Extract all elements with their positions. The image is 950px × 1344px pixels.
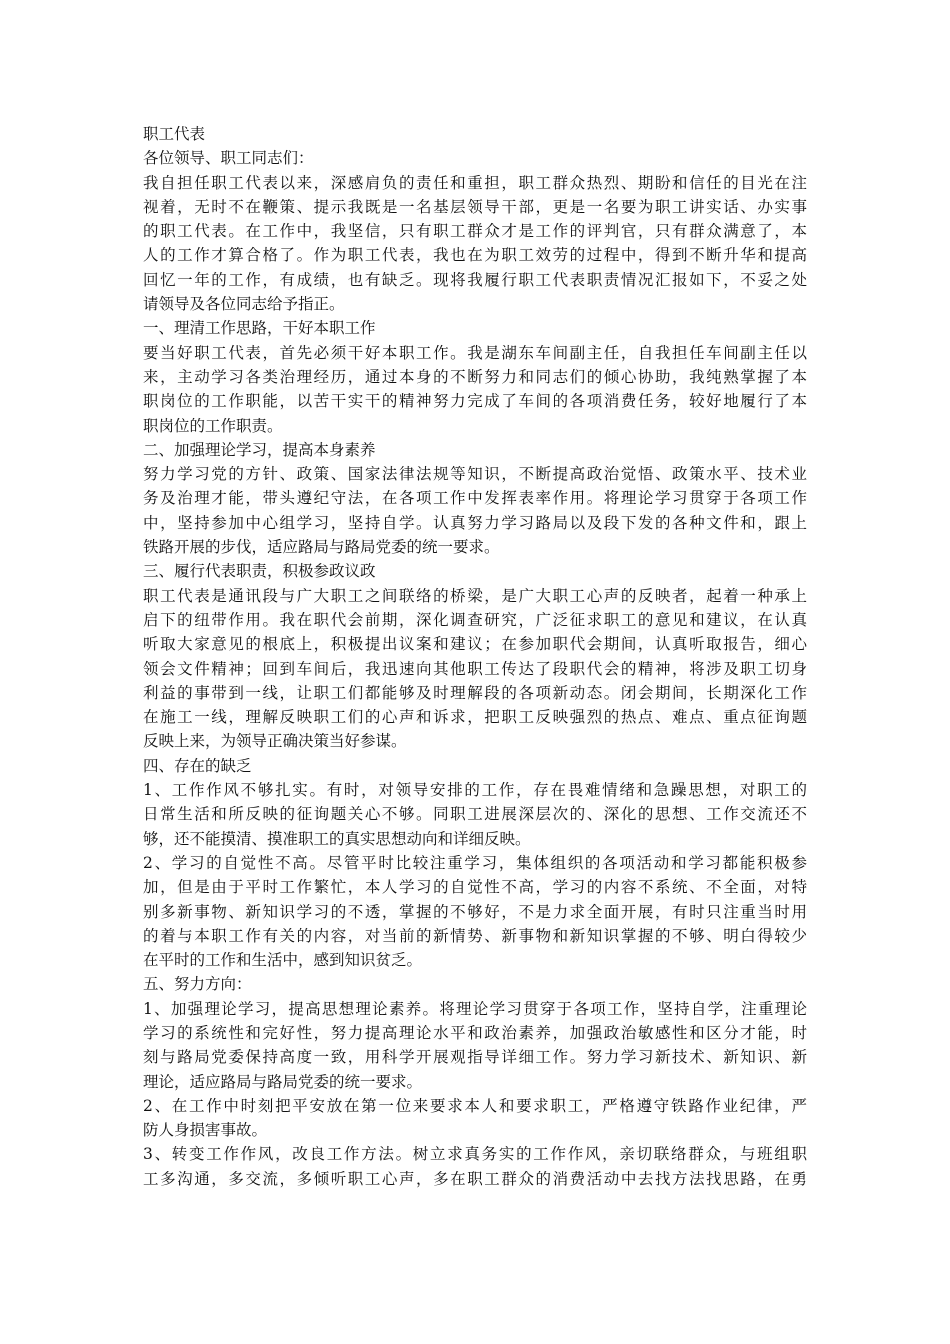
document-body xyxy=(143,122,807,1191)
text-line: 1、工作作风不够扎实。有时，对领导安排的工作，存在畏难情绪和急躁思想，对职工的 xyxy=(143,781,807,800)
text-line: 二、加强理论学习，提高本身素养 xyxy=(143,440,376,459)
text-line: 人的工作才算合格了。作为职工代表，我也在为职工效劳的过程中，得到不断升华和提高 xyxy=(143,246,807,265)
text-line: 工多沟通，多交流，多倾听职工心声，多在职工群众的消费活动中去找方法找思路，在勇 xyxy=(143,1169,807,1188)
text-line: 务及治理才能，带头遵纪守法，在各项工作中发挥表率作用。将理论学习贯穿于各项工作 xyxy=(143,489,807,508)
text-line: 职工代表是通讯段与广大职工之间联络的桥梁，是广大职工心声的反映者，起着一种承上 xyxy=(143,586,807,605)
text-line: 够，还不能摸清、摸准职工的真实思想动向和详细反映。 xyxy=(143,829,531,848)
text-line: 职工代表 xyxy=(143,125,206,143)
text-line: 学习的系统性和完好性，努力提高理论水平和政治素养，加强政治敏感性和区分才能，时 xyxy=(143,1023,807,1042)
text-line: 三、履行代表职责，积极参政议政 xyxy=(143,562,376,581)
text-line: 3、转变工作作风，改良工作方法。树立求真务实的工作作风，亲切联络群众，与班组职 xyxy=(143,1145,807,1164)
text-line: 五、努力方向： xyxy=(143,975,252,994)
text-line: 职岗位的工作职能，以苦干实干的精神努力完成了车间的各项消费任务，较好地履行了本 xyxy=(143,392,807,411)
text-line: 听取大家意见的根底上，积极提出议案和建议；在参加职代会期间，认真听取报告，细心 xyxy=(143,635,807,654)
text-line: 一、理清工作思路，干好本职工作 xyxy=(143,319,376,338)
text-line: 的职工代表。在工作中，我坚信，只有职工群众才是工作的评判官，只有群众满意了，本 xyxy=(143,222,807,241)
text-line: 加，但是由于平时工作繁忙，本人学习的自觉性不高，学习的内容不系统、不全面，对特 xyxy=(143,878,807,897)
text-line: 在平时的工作和生活中，感到知识贫乏。 xyxy=(143,951,423,970)
text-line: 领会文件精神；回到车间后，我迅速向其他职工传达了段职代会的精神，将涉及职工切身 xyxy=(143,659,807,678)
text-line: 回忆一年的工作，有成绩，也有缺乏。现将我履行职工代表职责情况汇报如下，不妥之处 xyxy=(143,270,807,289)
text-line: 防人身损害事故。 xyxy=(143,1121,268,1140)
text-line: 四、存在的缺乏 xyxy=(143,756,252,775)
text-line: 在施工一线，理解反映职工们的心声和诉求，把职工反映强烈的热点、难点、重点征询题 xyxy=(143,708,807,727)
text-line: 我自担任职工代表以来，深感肩负的责任和重担，职工群众热烈、期盼和信任的目光在注 xyxy=(143,173,807,192)
text-line: 各位领导、职工同志们： xyxy=(143,149,314,168)
text-line: 反映上来，为领导正确决策当好参谋。 xyxy=(143,732,407,751)
text-line: 请领导及各位同志给予指正。 xyxy=(143,295,345,314)
text-line: 2、学习的自觉性不高。尽管平时比较注重学习，集体组织的各项活动和学习都能积极参 xyxy=(143,853,807,872)
text-line: 利益的事带到一线，让职工们都能够及时理解段的各项新动态。闭会期间，长期深化工作 xyxy=(143,683,807,702)
text-line: 理论，适应路局与路局党委的统一要求。 xyxy=(143,1072,423,1091)
text-line: 别多新事物、新知识学习的不透，掌握的不够好，不是力求全面开展，有时只注重当时用 xyxy=(143,902,807,921)
text-line: 视着，无时不在鞭策、提示我既是一名基层领导干部，更是一名要为职工讲实话、办实事 xyxy=(143,197,807,216)
text-line: 要当好职工代表，首先必须干好本职工作。我是湖东车间副主任，自我担任车间副主任以 xyxy=(143,343,807,362)
text-line: 2、在工作中时刻把平安放在第一位来要求本人和要求职工，严格遵守铁路作业纪律，严 xyxy=(143,1096,807,1115)
text-line: 的着与本职工作有关的内容，对当前的新情势、新事物和新知识掌握的不够、明白得较少 xyxy=(143,926,807,945)
text-line: 刻与路局党委保持高度一致，用科学开展观指导详细工作。努力学习新技术、新知识、新 xyxy=(143,1048,807,1067)
text-line: 1、加强理论学习，提高思想理论素养。将理论学习贯穿于各项工作，坚持自学，注重理论 xyxy=(143,999,807,1018)
text-line: 努力学习党的方针、政策、国家法律法规等知识，不断提高政治觉悟、政策水平、技术业 xyxy=(143,465,807,484)
text-line: 铁路开展的步伐，适应路局与路局党委的统一要求。 xyxy=(143,538,500,557)
text-line: 来，主动学习各类治理经历，通过本身的不断努力和同志们的倾心协助，我纯熟掌握了本 xyxy=(143,367,807,386)
text-line: 启下的纽带作用。我在职代会前期，深化调查研究，广泛征求职工的意见和建议，在认真 xyxy=(143,610,807,629)
text-line: 中，坚持参加中心组学习，坚持自学。认真努力学习路局以及段下发的各种文件和，跟上 xyxy=(143,513,807,532)
text-line: 日常生活和所反映的征询题关心不够。同职工进展深层次的、深化的思想、工作交流还不 xyxy=(143,805,807,824)
text-line: 职岗位的工作职责。 xyxy=(143,416,283,435)
